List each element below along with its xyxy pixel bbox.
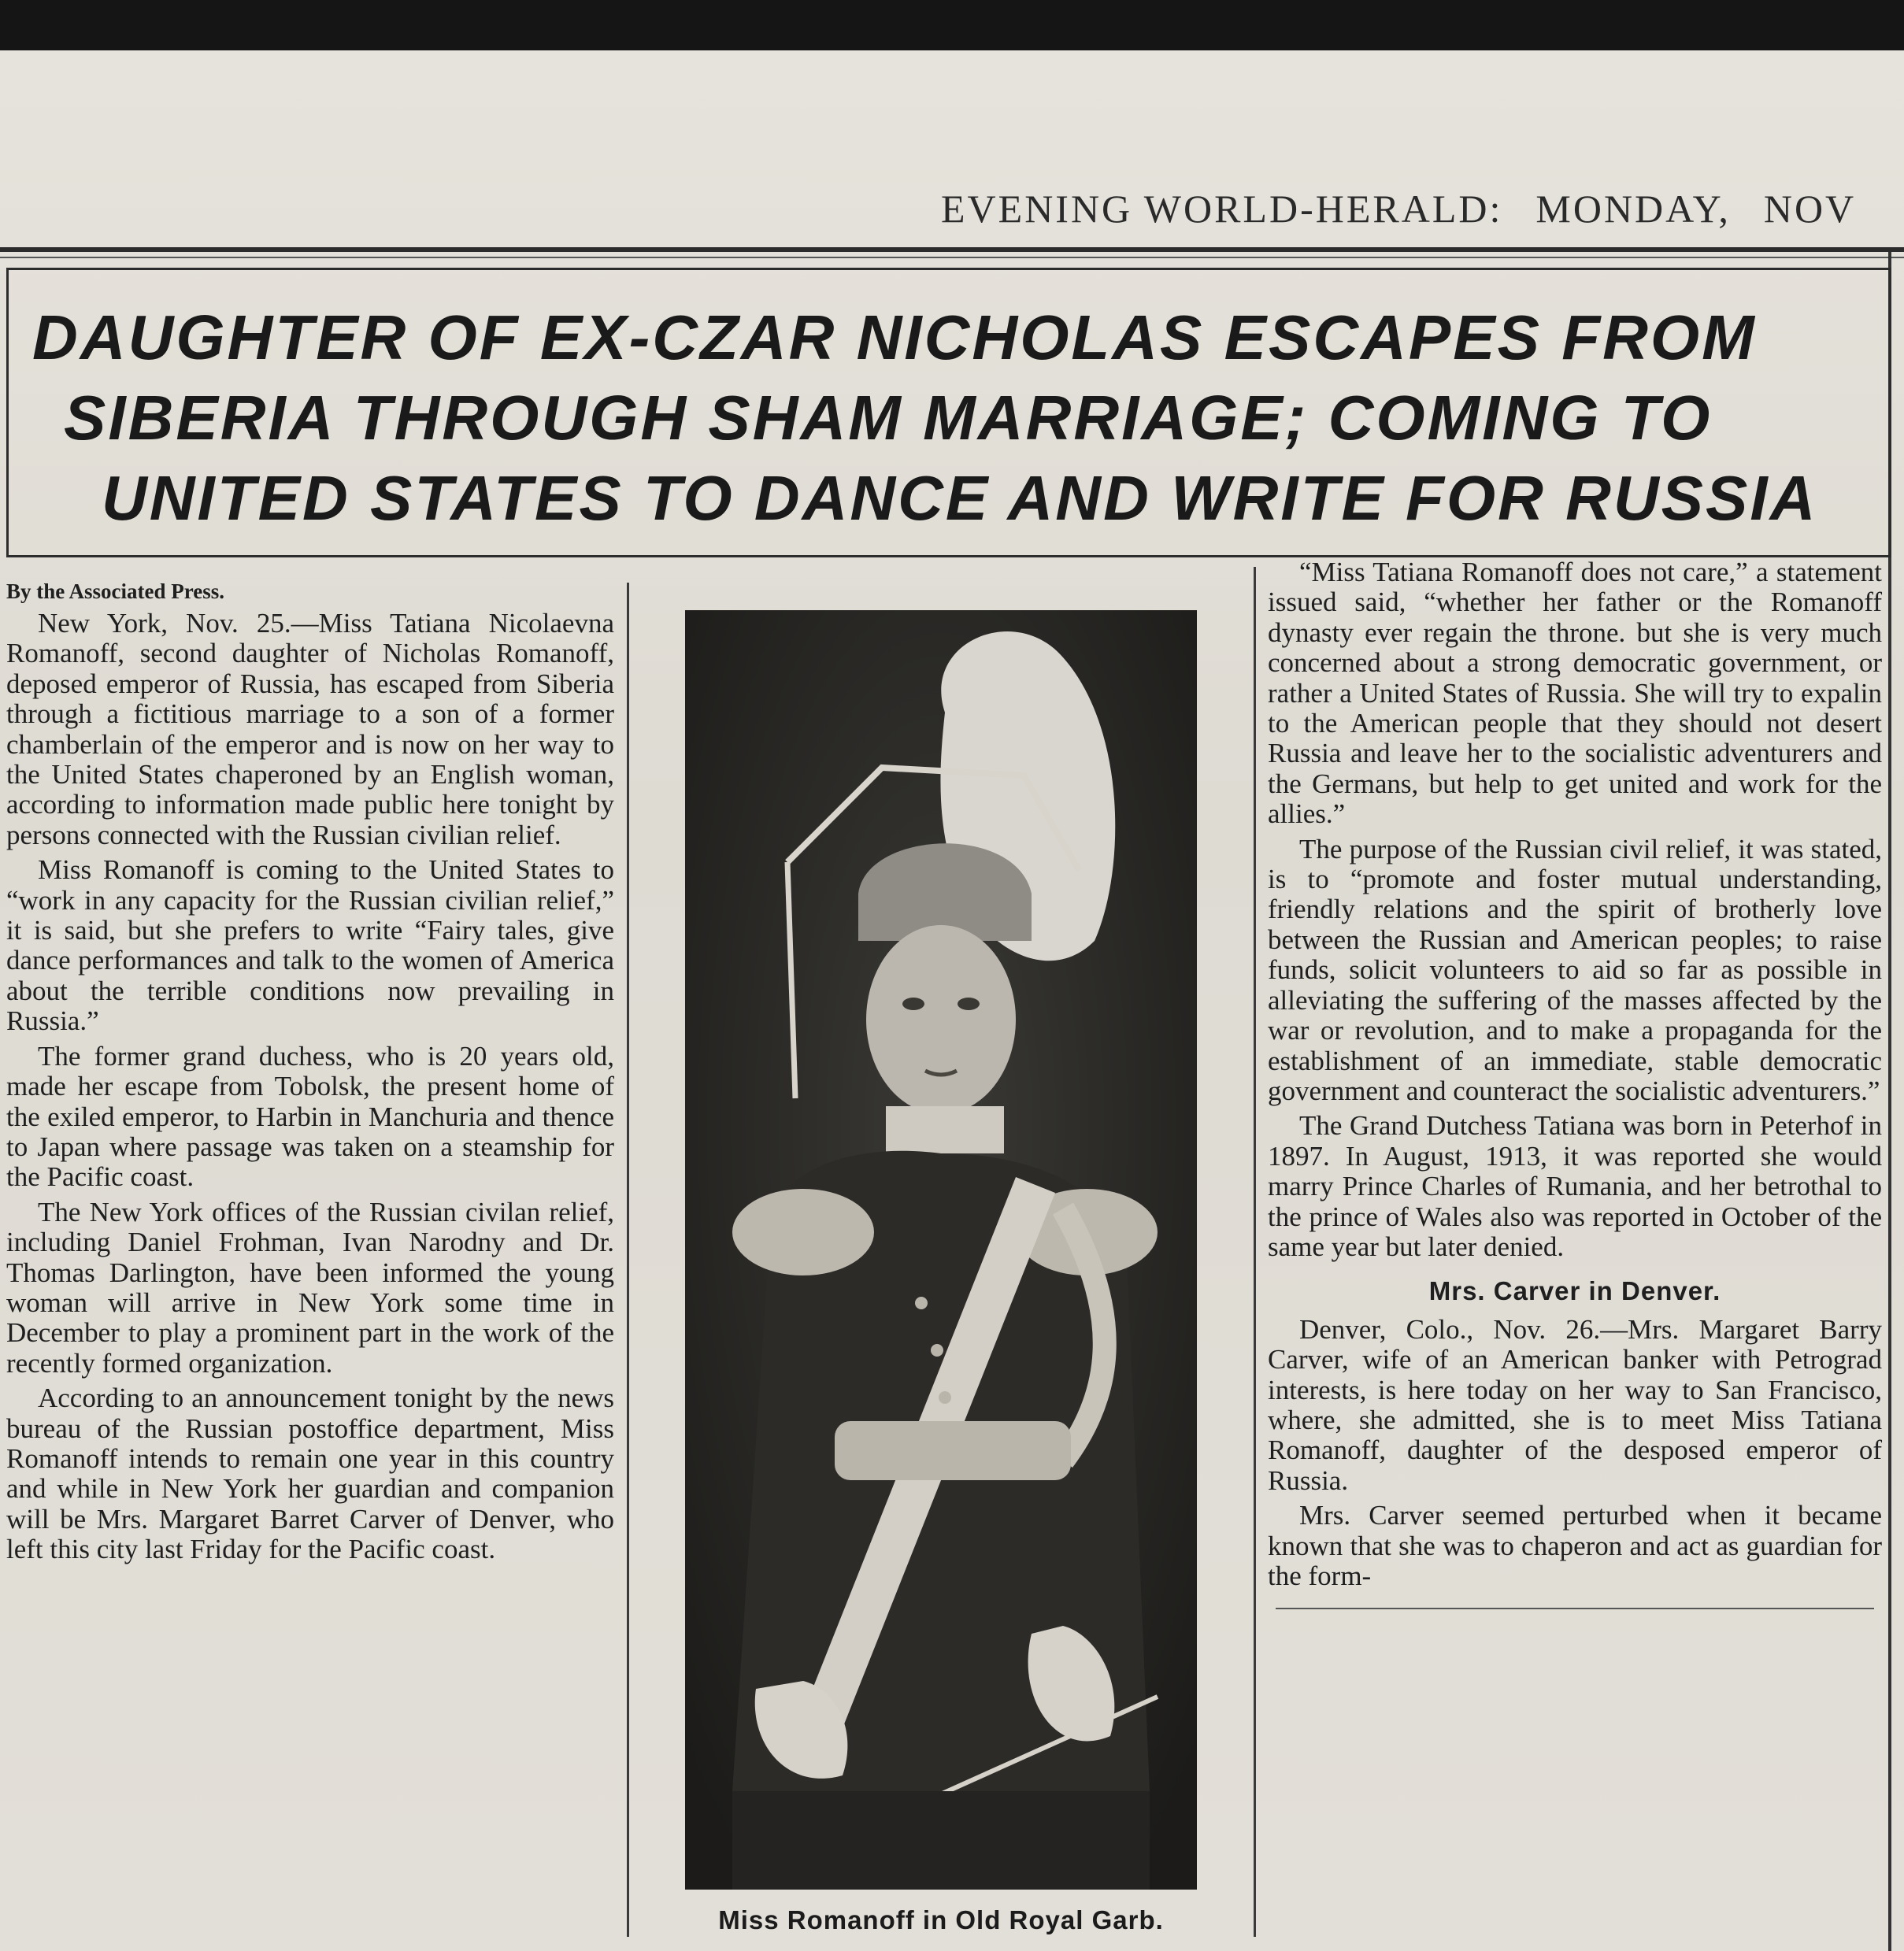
masthead-name: EVENING WORLD-HERALD:	[941, 187, 1503, 231]
portrait-photo	[685, 610, 1197, 1890]
article-paragraph: According to an announcement tonight by the news bureau of the Russian postoffice department, Miss Romanoff intends to remain one year in this country and while in New York her guardian and companion will be Mrs. Margaret Barret Carver of Denver, who left this city last Friday for the Pacific coast.	[6, 1383, 614, 1565]
article-paragraph: Mrs. Carver seemed perturbed when it became known that she was to chaperon and act as guardian for the form-	[1268, 1500, 1882, 1591]
headline-line-3: UNITED STATES TO DANCE AND WRITE FOR RUSSIA	[102, 463, 1818, 533]
subhead: Mrs. Carver in Denver.	[1428, 1276, 1721, 1306]
masthead-day: MONDAY,	[1535, 187, 1731, 231]
masthead-rule-thin	[0, 257, 1904, 258]
section-rule	[1276, 1608, 1874, 1609]
article-paragraph: The New York offices of the Russian civilan relief, including Daniel Frohman, Ivan Narodny and Dr. Thomas Darlington, have been informed the young woman will arrive in New York some time in December to play a prominent part in the work of the recently formed organization.	[6, 1196, 614, 1379]
article-paragraph: The purpose of the Russian civil relief, it was stated, is to “promote and foster mutual understanding, friendly relations and the spirit of brotherly love between the Russian and American peoples; to raise funds, solicit volunteers to aid so far as possible in alleviating the suffering of the masses affected by the war or revolution, and to make a propaganda for the establishment of an immediate, stable democratic government and counteract the socialistic adventurers.”	[1268, 833, 1882, 1106]
article-paragraph: The Grand Dutchess Tatiana was born in Peterhof in 1897. In August, 1913, it was reported she would marry Prince Charles of Rumania, and her betrothal to the prince of Wales also was reported in October of the same year but later denied.	[1268, 1110, 1882, 1262]
column-rule	[627, 583, 629, 1937]
article-paragraph: Denver, Colo., Nov. 26.—Mrs. Margaret Barry Carver, wife of an American banker with Petrograd interests, is here today on her way to San Francisco, where, she admitted, she is to meet Miss Tatiana Romanoff, daughter of the desposed emperor of Russia.	[1268, 1313, 1882, 1496]
article-paragraph: The former grand duchess, who is 20 years old, made her escape from Tobolsk, the present home of the exiled emperor, to Harbin in Manchuria and thence to Japan where passage was taken on a steamship for the Pacific coast.	[6, 1040, 614, 1193]
column-rule	[1254, 567, 1256, 1937]
portrait-illustration	[685, 610, 1197, 1890]
article-column-right	[1268, 557, 1882, 1591]
headline-line-2: SIBERIA THROUGH SHAM MARRIAGE; COMING TO	[64, 383, 1713, 453]
article-paragraph: “Miss Tatiana Romanoff does not care,” a statement issued said, “whether her father or the Romanoff dynasty ever regain the throne. but she is very much concerned about a strong democratic government, or rather a United States of Russia. She will try to expalin to the American people that they should not desert Russia and leave her to the socialistic adventurers and the Germans, but help to get united and work for the allies.”	[1268, 557, 1882, 830]
article-paragraph: New York, Nov. 25.—Miss Tatiana Nicolaevna Romanoff, second daughter of Nicholas Romanoff, deposed emperor of Russia, has escaped from Siberia through a fictitious marriage to a son of a former chamberlain of the emperor and is now on her way to the United States chaperoned by an English woman, according to information made public here tonight by persons connected with the Russian civilian relief.	[6, 608, 614, 850]
headline-box	[6, 268, 1891, 557]
photo-caption: Miss Romanoff in Old Royal Garb.	[718, 1905, 1164, 1934]
masthead-rule	[0, 247, 1904, 252]
scan-top-border	[0, 0, 1904, 50]
byline: By the Associated Press.	[6, 579, 224, 603]
article-column-left	[6, 579, 614, 1565]
masthead-month: NOV	[1763, 187, 1857, 231]
headline-line-1: DAUGHTER OF EX-CZAR NICHOLAS ESCAPES FROM	[32, 302, 1757, 372]
masthead	[941, 186, 1904, 242]
article-paragraph: Miss Romanoff is coming to the United States to “work in any capacity for the Russian civilian relief,” it is said, but she prefers to write “Fairy tales, give dance performances and talk to the women of America about the terrible conditions now prevailing in Russia.”	[6, 854, 614, 1037]
